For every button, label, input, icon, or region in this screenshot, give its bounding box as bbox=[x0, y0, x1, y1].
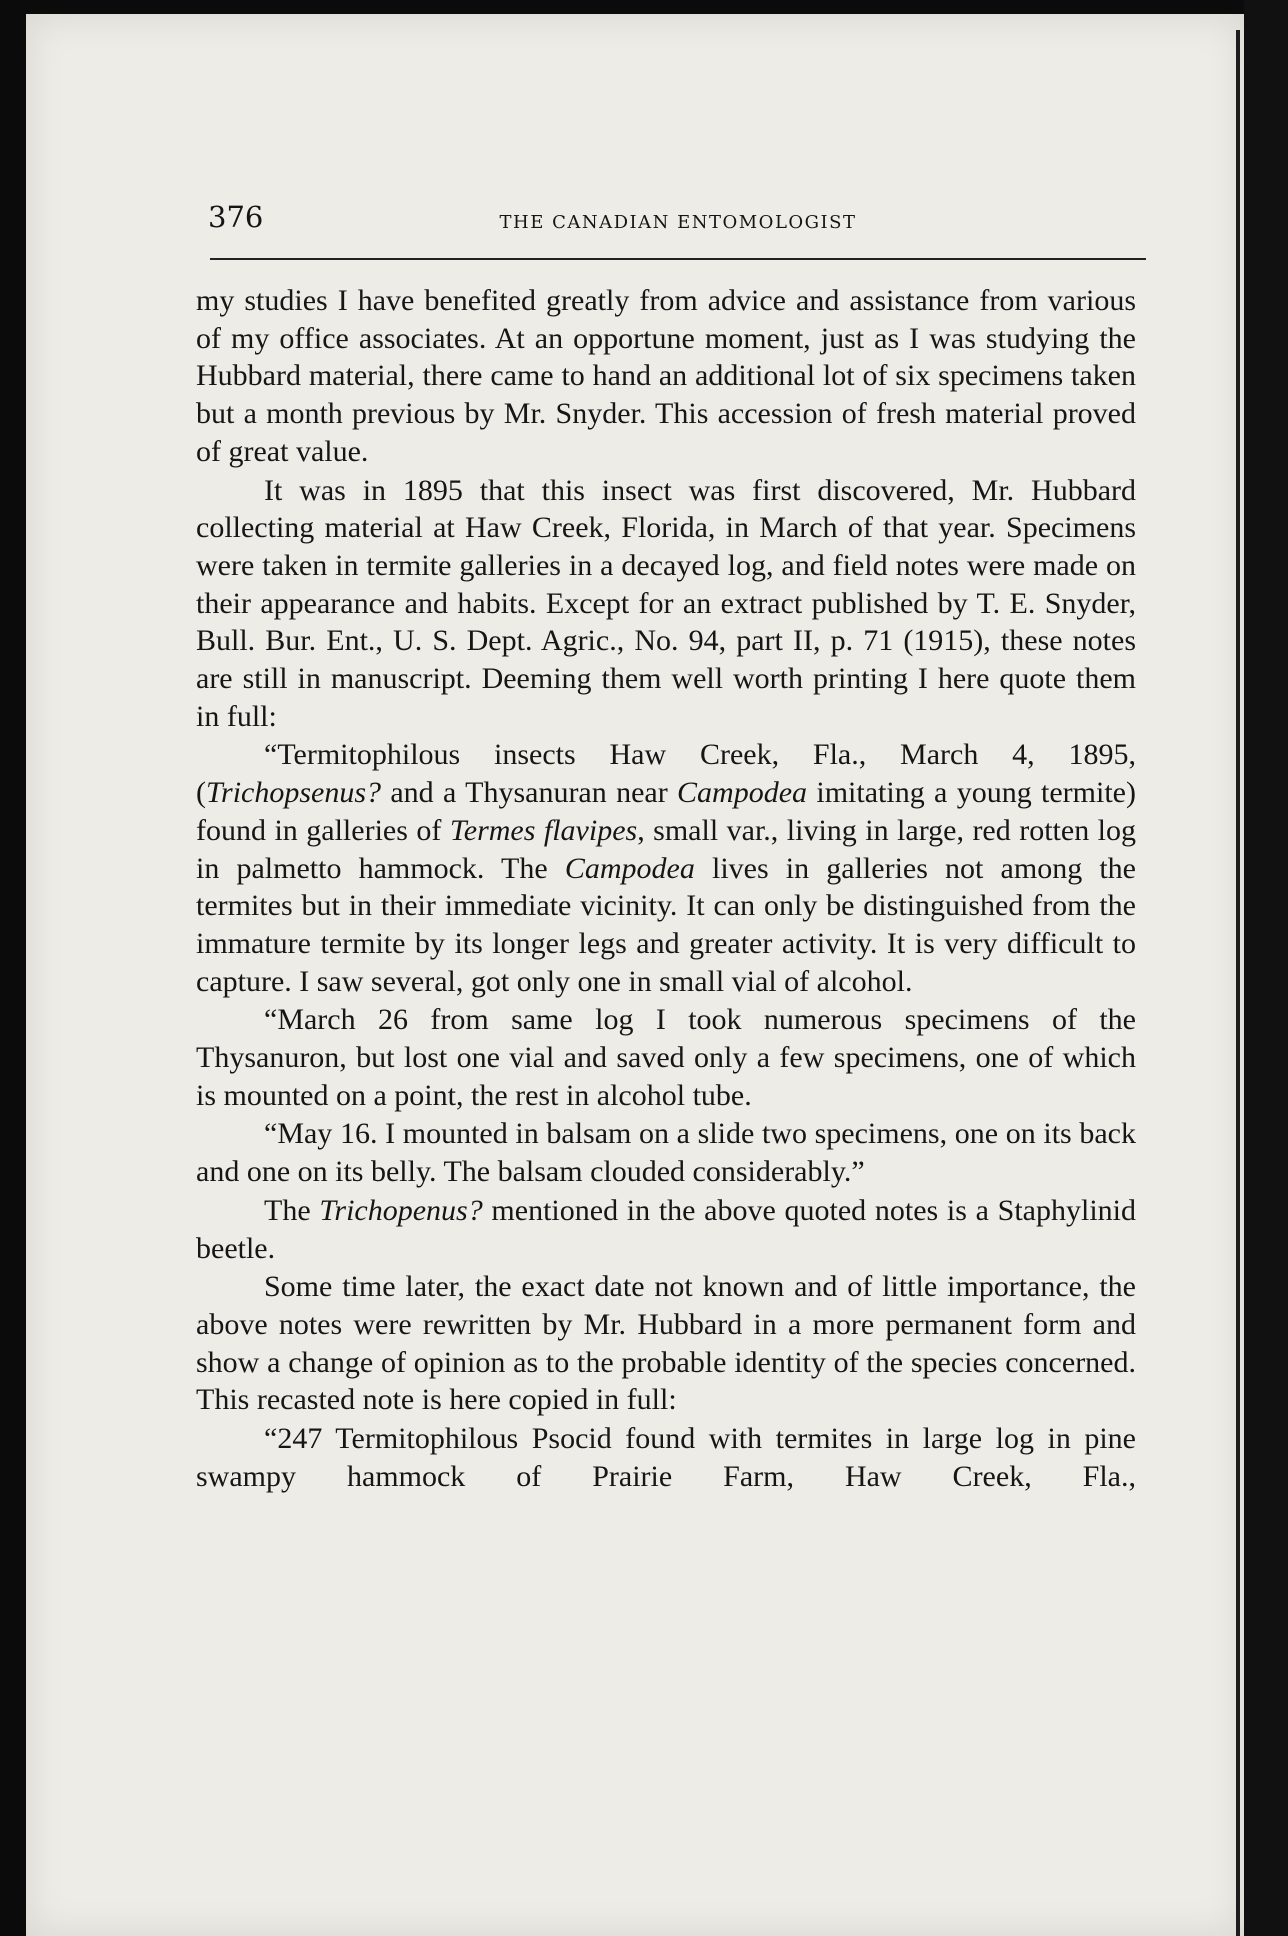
paragraph bbox=[196, 1192, 1136, 1267]
paragraph bbox=[196, 1115, 1136, 1190]
paragraph bbox=[196, 1420, 1136, 1495]
paragraph bbox=[196, 472, 1136, 736]
species-name: Termes flavipes bbox=[449, 813, 638, 847]
text-run: “March 26 from same log I took numerous specimens of the Thysanuron, but lost one vial and saved only a few specimens, one of which is mounted on a point, the rest in alcohol tube. bbox=[196, 1003, 1136, 1112]
running-title: THE CANADIAN ENTOMOLOGIST bbox=[499, 212, 857, 233]
text-run: “Termitophilous insects Haw Creek, Fla., March 4, 1895, ( bbox=[196, 738, 1136, 810]
scanner-border bbox=[1244, 0, 1288, 1936]
paragraph bbox=[196, 282, 1136, 471]
page-number: 376 bbox=[208, 200, 264, 234]
text-run: It was in 1895 that this insect was first discovered, Mr. Hubbard collecting material at Haw Creek, Florida, in March of that year. Specimens were taken in termite galleries in a decayed log, and field notes were made on their appearance and habits. Except for an extract published by T. E. Snyder, Bull. Bur. Ent., U. S. Dept. Agric., No. 94, part II, p. 71 (1915), these notes are still in manuscript. Deeming them well worth printing I here quote them in full: bbox=[196, 473, 1136, 733]
paragraph bbox=[196, 1001, 1136, 1114]
text-run: my studies I have benefited greatly from advice and assistance from various of my office associates. At an opportune moment, just as I was studying the Hubbard material, there came to hand an additional lot of six specimens taken but a month previous by Mr. Snyder. This accession of fresh material proved of great value. bbox=[196, 284, 1136, 468]
genus-name: Campodea bbox=[677, 776, 808, 810]
text-run: lives in galleries not among the termites but in their immediate vicinity. It can only be distinguished from the immature termite by its longer legs and greater activity. It is very difficult to capture. I saw several, got only one in small vial of alcohol. bbox=[196, 851, 1136, 998]
header-rule bbox=[210, 258, 1146, 260]
text-run: “247 Termitophilous Psocid found with termites in large log in pine swampy hammock of Prairie Farm, Haw Creek, Fla., bbox=[196, 1422, 1136, 1493]
body-text bbox=[196, 282, 1136, 1497]
text-run: “May 16. I mounted in balsam on a slide two specimens, one on its back and one on its belly. The balsam clouded considerably.” bbox=[196, 1117, 1136, 1189]
genus-name: Trichopenus? bbox=[319, 1193, 483, 1227]
paragraph bbox=[196, 736, 1136, 1000]
text-run: imitating a young termite) found in galleries of bbox=[196, 776, 1136, 847]
genus-name: Campodea bbox=[564, 851, 695, 885]
text-run: mentioned in the above quoted notes is a Staphylinid beetle. bbox=[196, 1193, 1136, 1265]
paragraph bbox=[196, 1268, 1136, 1419]
page-header bbox=[208, 200, 1148, 240]
text-run: The bbox=[264, 1193, 320, 1227]
genus-name: Trichopsenus? bbox=[206, 776, 382, 810]
text-run: and a Thysanuran near bbox=[381, 776, 678, 810]
page-edge-shadow bbox=[1236, 30, 1240, 1936]
text-run: Some time later, the exact date not known and of little importance, the above notes were rewritten by Mr. Hubbard in a more permanent form and show a change of opinion as to the probable identity of the species concerned. This recasted note is here copied in full: bbox=[196, 1270, 1136, 1417]
text-run: , small var., living in large, red rotten log in palmetto hammock. The bbox=[196, 813, 1137, 885]
